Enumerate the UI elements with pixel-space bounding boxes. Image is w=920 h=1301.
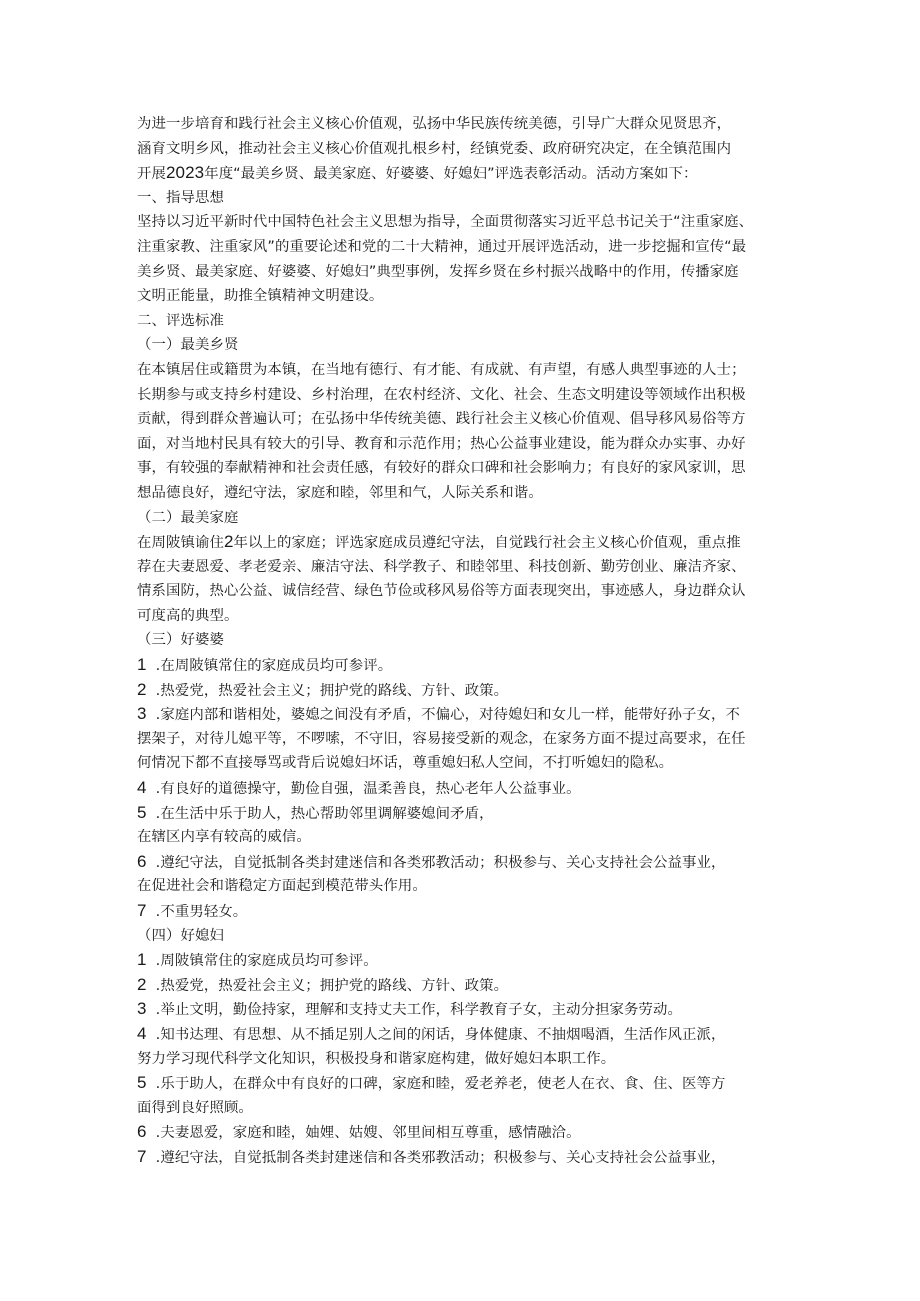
list-item-text: .乐于助人，在群众中有良好的口碑，家庭和睦，爱老养老，使老人在衣、食、住、医等方 — [151, 1076, 726, 1093]
list-item-line — [137, 874, 797, 899]
list-item-line — [137, 973, 797, 998]
paragraph-line: 美乡贤、最美家庭、好婆婆、好媳妇”典型事例，发挥乡贤在乡村振兴战略中的作用，传播家庭 — [137, 263, 739, 280]
list-item-text: .热爱党，热爱社会主义；拥护党的路线、方针、政策。 — [151, 682, 509, 699]
list-item-number: 3 — [137, 999, 147, 1019]
list-item-text: .知书达理、有思想、从不插足别人之间的闲话，身体健康、不抽烟喝酒，生活作风正派， — [151, 1026, 726, 1043]
list-item-text: .在生活中乐于助人，热心帮助邻里调解婆媳间矛盾， — [151, 805, 494, 822]
intro-line: 为进一步培育和践行社会主义核心价值观，弘扬中华民族传统美德，引导广大群众见贤思齐， — [137, 116, 732, 132]
paragraph-line: 可度高的典型。 — [137, 607, 239, 624]
list-item-text: .遵纪守法，自觉抵制各类封建迷信和各类邪教活动；积极参与、关心支持社会公益事业， — [151, 854, 726, 871]
list-item-text: .举止文明，勤俭持家，理解和支持丈夫工作，科学教育子女，主动分担家务劳动。 — [151, 1002, 683, 1019]
list-item-number: 6 — [137, 851, 147, 871]
years-number: 2 — [223, 532, 234, 552]
list-item-number: 1 — [137, 950, 147, 970]
list-item-line — [137, 997, 797, 1022]
list-item-line — [137, 1120, 797, 1145]
list-item-number: 4 — [137, 778, 147, 798]
list-item-text: 努力学习现代科学文化知识，积极投身和谐家庭构建，做好媳妇本职工作。 — [137, 1050, 616, 1067]
list-item-text: .家庭内部和谐相处，婆媳之间没有矛盾，不偏心，对待媳妇和女儿一样，能带好孙子女，不 — [151, 707, 740, 724]
paragraph-line: 在周陂镇谕住2年以上的家庭；评选家庭成员遵纪守法，自觉践行社会主义核心价值观，重点推 — [137, 532, 741, 552]
list-item-line — [137, 1047, 797, 1072]
list-item-number: 2 — [137, 679, 147, 699]
good-mother-in-law-list — [137, 653, 797, 924]
section-heading-criteria: 二、评选标准 — [137, 312, 224, 329]
list-item-line — [137, 653, 797, 678]
list-item-text: 在辖区内享有较高的威信。 — [137, 829, 311, 846]
list-item-text: .夫妻恩爱，家庭和睦，妯娌、姑嫂、邻里间相互尊重，感情融洽。 — [151, 1125, 581, 1142]
list-item-number: 7 — [137, 1146, 147, 1166]
list-item-line — [137, 702, 797, 727]
document-body — [137, 112, 797, 1170]
subsection-heading-best-sage: （一）最美乡贤 — [137, 337, 239, 354]
list-item-number: 5 — [137, 1073, 147, 1093]
intro-line: 开展2023年度“最美乡贤、最美家庭、好婆婆、好媳妇”评选表彰活动。活动方案如下： — [137, 163, 698, 183]
paragraph-line: 荐在夫妻恩爱、孝老爱亲、廉洁守法、科学教子、和睦邻里、科技创新、勤劳创业、廉洁齐家、 — [137, 558, 746, 575]
paragraph-line: 坚持以习近平新时代中国特色社会主义思想为指导，全面贯彻落实习近平总书记关于“注重家庭、 — [137, 214, 754, 231]
paragraph-line: 面，对当地村民具有较大的引导、教育和示范作用；热心公益事业建设，能为群众办实事、办好 — [137, 435, 746, 452]
list-item-text: .有良好的道德操守，勤俭自强，温柔善良，热心老年人公益事业。 — [151, 781, 581, 798]
paragraph-line: 文明正能量，助推全镇精神文明建设。 — [137, 288, 384, 305]
list-item-line — [137, 751, 797, 776]
list-item-line — [137, 776, 797, 801]
subsection-heading-good-mother-in-law: （三）好婆婆 — [137, 632, 224, 649]
paragraph-line: 事，有较强的奉献精神和社会责任感，有较好的群众口碑和社会影响力；有良好的家风家训，思 — [137, 460, 746, 477]
list-item-line — [137, 825, 797, 850]
year-number: 2023 — [165, 163, 205, 183]
list-item-number: 2 — [137, 974, 147, 994]
list-item-number: 3 — [137, 704, 147, 724]
list-item-number: 6 — [137, 1122, 147, 1142]
good-daughter-in-law-list — [137, 948, 797, 1169]
list-item-number: 1 — [137, 655, 147, 675]
paragraph-line: 在本镇居住或籍贯为本镇，在当地有德行、有才能、有成就、有声望，有感人典型事迹的人士； — [137, 361, 746, 378]
list-item-number: 5 — [137, 802, 147, 822]
subsection-heading-best-family: （二）最美家庭 — [137, 509, 239, 526]
list-item-line — [137, 1096, 797, 1121]
paragraph-line: 长期参与或支持乡村建设、乡村治理，在农村经济、文化、社会、生态文明建设等领域作出积极 — [137, 386, 746, 403]
list-item-text: .在周陂镇常住的家庭成员均可参评。 — [151, 658, 393, 675]
list-item-text: .周陂镇常住的家庭成员均可参评。 — [151, 953, 378, 970]
list-item-line — [137, 850, 797, 875]
paragraph-line: 注重家教、注重家风”的重要论述和党的二十大精神，通过开展评选活动，进一步挖掘和宣传“最 — [137, 238, 747, 255]
list-item-text: 在促进社会和谐稳定方面起到模范带头作用。 — [137, 878, 427, 895]
subsection-heading-good-daughter-in-law: （四）好媳妇 — [137, 927, 224, 944]
list-item-line — [137, 1022, 797, 1047]
list-item-number: 7 — [137, 901, 147, 920]
list-item-line — [137, 678, 797, 703]
list-item-line — [137, 727, 797, 752]
list-item-text: 摆架子，对待儿媳平等，不啰嗦，不守旧，容易接受新的观念，在家务方面不提过高要求，在任 — [137, 730, 746, 747]
list-item-text: 何情况下都不直接辱骂或背后说媳妇坏话，尊重媳妇私人空间，不打听媳妇的隐私。 — [137, 755, 674, 772]
list-item-line — [137, 1071, 797, 1096]
section-heading-guiding-ideology: 一、指导思想 — [137, 189, 224, 206]
paragraph-line: 贡献，得到群众普遍认可；在弘扬中华传统美德、践行社会主义核心价值观、倡导移风易俗等方 — [137, 411, 746, 428]
list-item-number: 4 — [137, 1023, 147, 1043]
list-item-text: 面得到良好照顾。 — [137, 1099, 253, 1116]
paragraph-line: 情系国防，热心公益、诚信经营、绿色节俭或移风易俗等方面表现突出，事迹感人，身边群众认 — [137, 583, 746, 600]
paragraph-line: 想品德良好，遵纪守法，家庭和睦，邻里和气，人际关系和谐。 — [137, 484, 543, 501]
list-item-line — [137, 948, 797, 973]
list-item-text: .遵纪守法，自觉抵制各类封建迷信和各类邪教活动；积极参与、关心支持社会公益事业， — [151, 1149, 726, 1166]
list-item-line — [137, 899, 797, 924]
intro-line: 涵育文明乡风，推动社会主义核心价值观扎根乡村，经镇党委、政府研究决定，在全镇范围内 — [137, 140, 732, 157]
list-item-line — [137, 801, 797, 826]
list-item-text: .不重男轻女。 — [151, 904, 248, 920]
list-item-text: .热爱党，热爱社会主义；拥护党的路线、方针、政策。 — [151, 977, 509, 994]
list-item-line — [137, 1145, 797, 1170]
